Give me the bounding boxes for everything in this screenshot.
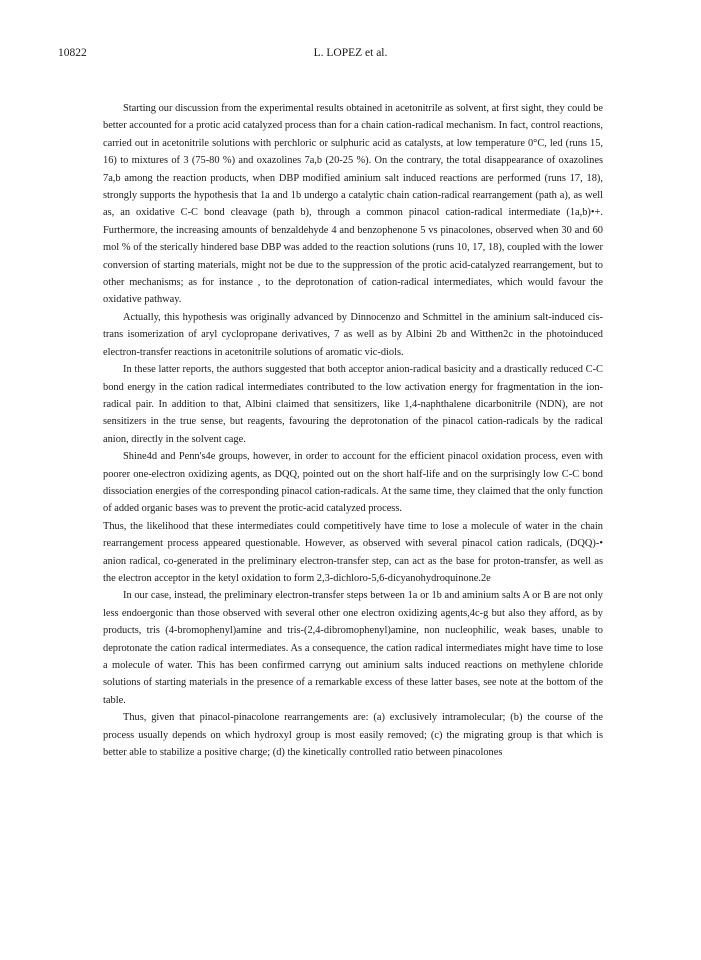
page-header: [58, 47, 643, 63]
paragraph-2: Actually, this hypothesis was originally advanced by Dinnocenzo and Schmittel in the aminium salt-induced cis-trans isomerization of aryl cyclopropane derivatives, 7 as well as by Albini 2b and Witthen2c in the photoinduced electron-transfer reactions in acetonitrile solutions of aromatic vic-diols.: [103, 311, 603, 358]
paragraph-5: Thus, the likelihood that these intermediates could competitively have time to lose a molecule of water in the chain rearrangement process appeared questionable. However, as observed with several pinacol cation radicals, (DQQ)-• anion radical, co-generated in the preliminary electron-transfer step, can act as the base for proton-transfer, as well as the electron acceptor in the ketyl oxidation to form 2,3-dichloro-5,6-dicyanohydroquinone.2e: [103, 520, 603, 584]
paragraph-1: Starting our discussion from the experimental results obtained in acetonitrile as solvent, at first sight, they could be better accounted for a protic acid catalyzed process than for a chain cation-radical mechanism. In fact, control reactions, carried out in acetonitrile solutions with perchloric or sulphuric acid as catalysts, at low temperature 0°C, led (runs 15, 16) to mixtures of 3 (75-80 %) and oxazolines 7a,b (20-25 %). On the contrary, the total disappearance of oxazolines 7a,b among the reaction products, when DBP modified aminium salt induced reactions are performed (runs 17, 18), strongly supports the hypothesis that 1a and 1b undergo a catalytic chain cation-radical rearrangement (path a), as well as, an oxidative C-C bond cleavage (path b), through a common pinacol cation-radical intermediate (1a,b)•+. Furthermore, the increasing amounts of benzaldehyde 4 and benzophenone 5 vs pinacolones, observed when 30 and 60 mol % of the sterically hindered base DBP was added to the reaction solutions (runs 10, 17, 18), coupled with the lower conversion of starting materials, might not be due to the suppression of the protic acid-catalyzed rearrangement, but to other mechanisms; as for instance , to the deprotonation of cation-radical intermediates, which would favour the oxidative pathway.: [103, 103, 603, 306]
paragraph-4: Shine4d and Penn's4e groups, however, in order to account for the efficient pinacol oxidation process, even with poorer one-electron oxidizing agents, as DQQ, pointed out on the short half-life and on the surprisingly low C-C bond dissociation energies of the corresponding pinacol cation-radicals. At the same time, they claimed that the only function of added organic bases was to prevent the protic-acid catalyzed process.: [103, 451, 603, 515]
running-head: L. LOPEZ et al.: [313, 47, 388, 59]
page-number: 10822: [58, 47, 87, 59]
paragraph-6: In our case, instead, the preliminary electron-transfer steps between 1a or 1b and aminium salts A or B are not only less endoergonic than those observed with several other one electron oxidizing agents,4c-g but also they afford, as by products, tris (4-bromophenyl)amine and tris-(2,4-dibromophenyl)amine, non nucleophilic, weak bases, unable to deprotonate the cation radical intermediates. As a consequence, the cation radical intermediates might have time to lose a molecule of water. This has been confirmed carryng out aminium salts induced reactions on methylene chloride solutions of starting materials in the presence of a remarkable excess of these latter bases, see note at the bottom of the table.: [103, 590, 603, 706]
paragraph-7: Thus, given that pinacol-pinacolone rearrangements are: (a) exclusively intramolecular; (b) the course of the process usually depends on which hydroxyl group is most easily removed; (c) the migrating group is that which is better able to stabilize a positive charge; (d) the kinetically controlled ratio between pinacolones: [103, 712, 603, 759]
body-text: [103, 100, 603, 761]
paragraph-3: In these latter reports, the authors suggested that both acceptor anion-radical basicity and a drastically reduced C-C bond energy in the cation radical intermediates contributed to the low activation energy for fragmentation in the ion-radical pair. In addition to that, Albini claimed that sensitizers, like 1,4-naphthalene dicarbonitrile (NDN), are not sensitizers in the true sense, but reagents, favouring the deprotonation of the pinacol cation-radicals by the radical anion, directly in the solvent cage.: [103, 364, 603, 445]
